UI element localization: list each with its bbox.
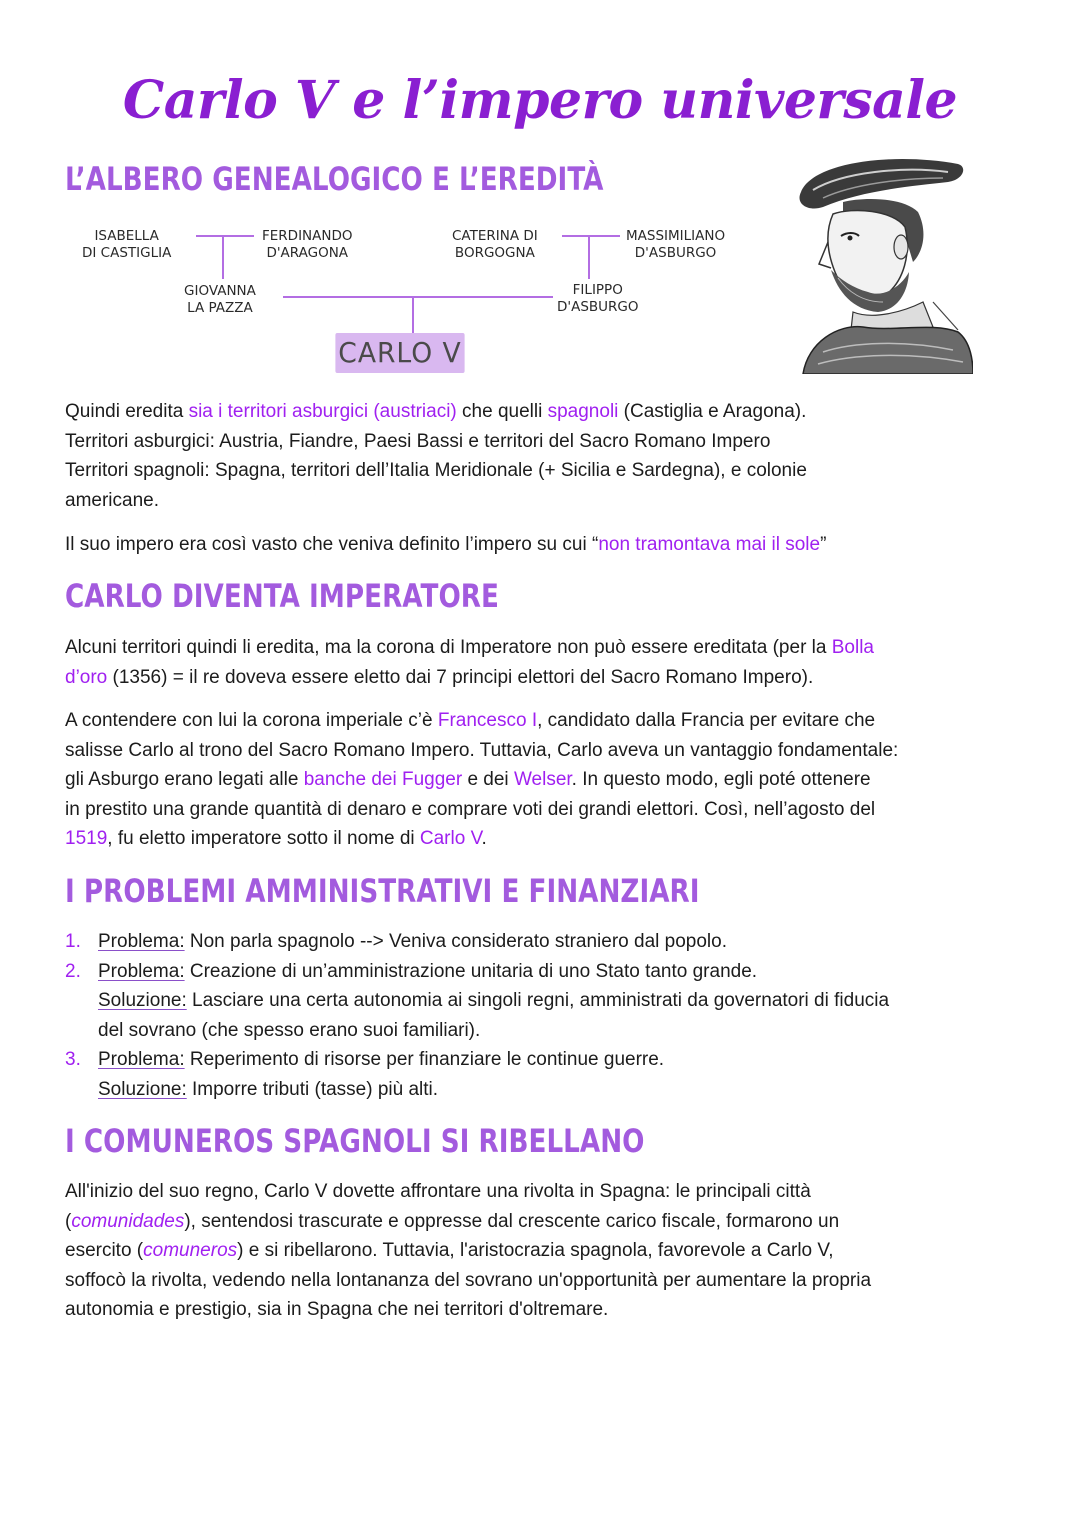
- text-line: [65, 824, 1025, 854]
- text-run: e dei: [462, 769, 514, 790]
- paragraph-sun-never-sets: [65, 530, 1025, 560]
- tree-node-label: D'ARAGONA: [266, 245, 349, 261]
- highlight-quote: non tramontava mai il sole: [598, 534, 821, 555]
- text-run: (: [65, 1210, 72, 1232]
- text-line: [98, 1075, 1025, 1105]
- highlight-comunidades: comunidades: [71, 1210, 185, 1232]
- tree-node-label: D'ASBURGO: [557, 299, 639, 315]
- tree-node-ferdinando: [262, 228, 353, 262]
- page-title: Carlo V e l’impero universale: [122, 70, 958, 131]
- tree-node-label: GIOVANNA: [184, 283, 256, 299]
- tree-node-label: BORGOGNA: [454, 245, 535, 261]
- text-line: [65, 765, 1025, 795]
- tree-line: [283, 296, 553, 298]
- problem-text: Reperimento di risorse per finanziare le continue guerre.: [184, 1049, 665, 1070]
- solution-text: Imporre tributi (tasse) più alti.: [186, 1078, 439, 1100]
- tree-node-label: D'ASBURGO: [634, 245, 717, 261]
- section-heading-emperor: CARLO DIVENTA IMPERATORE: [65, 577, 499, 615]
- tree-node-label: LA PAZZA: [187, 300, 253, 316]
- paragraph-crown: [65, 633, 1025, 692]
- text-run: , candidato dalla Francia per evitare che: [537, 710, 876, 731]
- text-line: salisse Carlo al trono del Sacro Romano Impero. Tuttavia, Carlo aveva un vantaggio fondamentale:: [65, 739, 899, 761]
- text-line: All'inizio del suo regno, Carlo V dovette affrontare una rivolta in Spagna: le principali città: [65, 1181, 811, 1202]
- tree-line: [222, 235, 224, 279]
- highlight-spanish: spagnoli: [547, 401, 619, 422]
- text-line: [98, 957, 1025, 987]
- solution-text: del sovrano (che spesso erano suoi familiari).: [98, 1019, 481, 1041]
- text-line: [65, 706, 1025, 736]
- tree-node-label: FILIPPO: [572, 282, 623, 298]
- paragraph-inheritance: [65, 397, 1025, 515]
- tree-line: [196, 235, 254, 237]
- highlight-carlo-v: Carlo V: [419, 828, 482, 849]
- solution-label: Soluzione:: [98, 990, 187, 1011]
- tree-line: [412, 296, 414, 333]
- portrait-engraving-icon: [783, 152, 973, 374]
- text-run: esercito (: [65, 1240, 144, 1261]
- text-run: che quelli: [456, 401, 548, 422]
- text-line: [65, 1207, 1025, 1237]
- highlight-bolla: Bolla: [831, 637, 874, 658]
- text-run: (Castiglia e Aragona).: [618, 401, 807, 422]
- text-line: Territori asburgici: Austria, Fiandre, Paesi Bassi e territori del Sacro Romano Impero: [65, 430, 771, 452]
- text-run: .: [481, 828, 487, 849]
- section-heading-comuneros: I COMUNEROS SPAGNOLI SI RIBELLANO: [65, 1122, 645, 1160]
- highlight-doro: d’oro: [65, 666, 108, 688]
- text-line: [65, 633, 1025, 663]
- text-line: autonomia e prestigio, sia in Spagna che nei territori d'oltremare.: [65, 1299, 609, 1320]
- list-item: [65, 957, 1025, 1046]
- text-run: A contendere con lui la corona imperiale c’è: [65, 710, 438, 731]
- text-line: [65, 397, 1025, 427]
- text-line: americane.: [65, 489, 159, 511]
- highlight-fugger: banche dei Fugger: [303, 769, 463, 790]
- text-line: soffocò la rivolta, vedendo nella lontananza del sovrano un'opportunità per aumentare la propria: [65, 1269, 872, 1291]
- section-heading-family-tree: L’ALBERO GENEALOGICO E L’EREDITÀ: [65, 160, 604, 198]
- paragraph-election: [65, 706, 1025, 854]
- text-run: Quindi eredita: [65, 401, 189, 422]
- tree-node-label: MASSIMILIANO: [626, 228, 726, 244]
- tree-node-label: ISABELLA: [94, 228, 159, 244]
- tree-node-label: CATERINA DI: [452, 228, 538, 244]
- tree-node-isabella: [82, 228, 171, 262]
- text-line: [65, 1236, 1025, 1266]
- text-run: , fu eletto imperatore sotto il nome di: [107, 828, 420, 849]
- tree-node-giovanna: [184, 283, 256, 317]
- paragraph-comuneros: [65, 1177, 1025, 1325]
- tree-node-label: DI CASTIGLIA: [82, 245, 172, 261]
- text-line: [65, 663, 1025, 693]
- list-number: 3.: [65, 1049, 81, 1070]
- text-run: (1356) = il re doveva essere eletto dai 7 principi elettori del Sacro Romano Impero).: [107, 666, 814, 688]
- text-run: ) e si ribellarono. Tuttavia, l'aristocrazia spagnola, favorevole a Carlo V,: [237, 1240, 834, 1261]
- text-run: ), sentendosi trascurate e oppresse dal crescente carico fiscale, formarono un: [184, 1210, 840, 1232]
- text-run: . In questo modo, egli poté ottenere: [571, 769, 871, 790]
- tree-line: [588, 235, 590, 279]
- text-line: [98, 1045, 1025, 1075]
- list-item: [65, 927, 1025, 957]
- tree-node-massimiliano: [626, 228, 725, 262]
- highlight-habsburg-territories: sia i territori asburgici (austriaci): [188, 401, 457, 422]
- problem-text: Creazione di un’amministrazione unitaria di uno Stato tanto grande.: [184, 960, 758, 982]
- problem-label: Problema:: [98, 931, 185, 952]
- highlight-welser: Welser: [513, 769, 572, 790]
- tree-line: [562, 235, 620, 237]
- highlight-year: 1519: [65, 828, 108, 849]
- highlight-comuneros: comuneros: [143, 1240, 238, 1261]
- text-line: Territori spagnoli: Spagna, territori dell’Italia Meridionale (+ Sicilia e Sardegna), e colonie: [65, 460, 807, 481]
- problem-text: Non parla spagnolo --> Veniva considerato straniero dal popolo.: [184, 931, 727, 952]
- tree-node-caterina: [452, 228, 538, 262]
- tree-node-filippo: [557, 282, 639, 316]
- problems-list: [65, 927, 1025, 1104]
- tree-node-label: FERDINANDO: [262, 228, 353, 244]
- solution-text: Lasciare una certa autonomia ai singoli regni, amministrati da governatori di fiducia: [186, 990, 890, 1011]
- solution-label: Soluzione:: [98, 1078, 187, 1100]
- problem-label: Problema:: [98, 1049, 185, 1070]
- highlight-francesco: Francesco I: [437, 710, 538, 731]
- text-run: Alcuni territori quindi li eredita, ma la corona di Imperatore non può essere ereditata (per la: [65, 637, 832, 658]
- section-heading-problems: I PROBLEMI AMMINISTRATIVI E FINANZIARI: [65, 872, 700, 910]
- text-line: [98, 986, 1025, 1016]
- list-item: [65, 1045, 1025, 1104]
- text-run: Il suo impero era così vasto che veniva definito l’impero su cui “: [65, 534, 599, 555]
- problem-label: Problema:: [98, 960, 185, 982]
- text-run: gli Asburgo erano legati alle: [65, 769, 304, 790]
- list-number: 1.: [65, 931, 81, 952]
- text-line: in prestito una grande quantità di denaro e comprare voti dei grandi elettori. Così, nell’agosto del: [65, 798, 876, 820]
- text-run: ”: [820, 534, 827, 555]
- tree-node-carlo-v: CARLO V: [335, 333, 464, 373]
- list-number: 2.: [65, 960, 81, 982]
